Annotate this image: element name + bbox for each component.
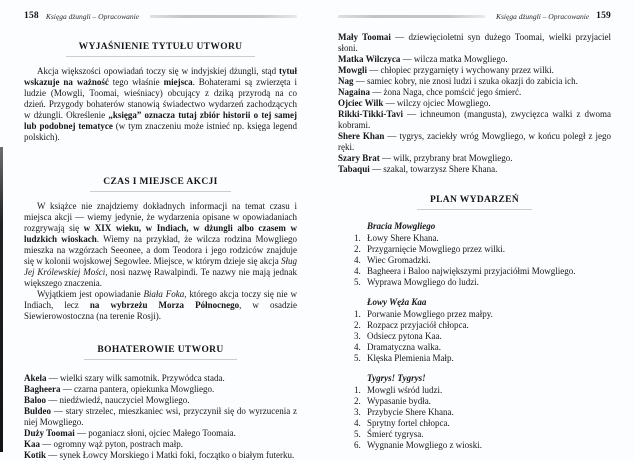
section-heading-text: PLAN WYDARZEŃ bbox=[417, 195, 532, 210]
section-heading-title-explanation bbox=[24, 36, 297, 57]
character-desc: — wielki szary wilk samotnik. Przywódca stada. bbox=[46, 373, 225, 383]
plan-item bbox=[354, 331, 611, 342]
section-heading-event-plan bbox=[338, 189, 611, 210]
page-left-header bbox=[24, 10, 297, 22]
character-desc: — stary strzelec, mieszkaniec wsi, przyczynił się do wyrzucenia z niej Mowgliego. bbox=[24, 406, 297, 427]
plan-item-text: Bagheera i Baloo największymi przyjaciółmi Mowgliego. bbox=[367, 266, 576, 276]
plan-item-number: 4. bbox=[354, 342, 361, 352]
plan-item-number: 4. bbox=[354, 418, 361, 428]
character-name: Szary Brat bbox=[338, 153, 380, 163]
running-title-left: Księga dżungli – Opracowanie bbox=[45, 11, 139, 21]
character-entry bbox=[338, 98, 611, 109]
character-desc: — poganiacz słoni, ojciec Małego Toomaia. bbox=[74, 428, 236, 438]
page-right bbox=[338, 10, 611, 451]
plan-item-number: 3. bbox=[354, 331, 361, 341]
character-name: Kaa bbox=[24, 439, 41, 449]
plan-item-text: Przybycie Shere Khana. bbox=[367, 407, 454, 417]
plan-item-text: Wygnanie Mowgliego z wioski. bbox=[367, 440, 482, 450]
plan-item-text: Śmierć tygrysa. bbox=[367, 429, 424, 439]
character-entry bbox=[24, 439, 297, 450]
plan-item-text: Porwanie Mowgliego przez małpy. bbox=[367, 309, 493, 319]
character-name: Ojciec Wilk bbox=[338, 98, 384, 108]
character-entry bbox=[24, 428, 297, 439]
character-desc: — samiec kobry, nie znosi ludzi i szuka okazji do zabicia ich. bbox=[353, 76, 578, 86]
plan-item bbox=[354, 396, 611, 407]
character-entry bbox=[338, 131, 611, 153]
page-right-header bbox=[338, 10, 611, 22]
section-heading-text: BOHATEROWIE UTWORU bbox=[84, 345, 236, 360]
plan-item bbox=[354, 309, 611, 320]
character-name: Matka Wilczyca bbox=[338, 54, 401, 64]
plan-item bbox=[354, 407, 611, 418]
section-heading-characters bbox=[24, 339, 297, 360]
plan-item bbox=[354, 320, 611, 331]
page-number-left: 158 bbox=[24, 11, 39, 21]
plan-item-text: Wypasanie bydła. bbox=[367, 396, 431, 406]
plan-item-text: Odsiecz pytona Kaa. bbox=[367, 331, 442, 341]
plan-item-text: Wyprawa Mowgliego do ludzi. bbox=[367, 277, 479, 287]
character-desc: — wilcza matka Mowgliego. bbox=[400, 54, 508, 64]
plan-item-number: 4. bbox=[354, 266, 361, 276]
character-name: Duży Toomai bbox=[24, 428, 75, 438]
plan-item-number: 1. bbox=[354, 309, 361, 319]
plan-subsection-bracia-mowgliego bbox=[338, 221, 611, 288]
character-desc: — ichneumon (mangusta), zwycięzca walki z dwoma kobrami. bbox=[338, 109, 611, 130]
plan-item bbox=[354, 255, 611, 266]
character-entry bbox=[24, 384, 297, 395]
character-name: Nagaina bbox=[338, 87, 371, 97]
plan-subsection-lowy-weza-kaa bbox=[338, 297, 611, 364]
character-desc: — dziewięcioletni syn dużego Toomai, wielki przyjaciel słoni. bbox=[338, 32, 611, 53]
page-left bbox=[24, 10, 297, 461]
character-entry bbox=[24, 395, 297, 406]
plan-item bbox=[354, 429, 611, 440]
paragraph-time-place-2: Wyjątkiem jest opowiadanie Biała Foka, którego akcja toczy się nie w Indiach, lecz na wybrzeżu Morza Północnego, w osadzie Siewierowostoczna (na terenie Rosji). bbox=[24, 289, 297, 321]
plan-item-number: 1. bbox=[354, 233, 361, 243]
plan-item-text: Klęska Plemienia Małp. bbox=[367, 353, 454, 363]
paragraph-time-place-1: W książce nie znajdziemy dokładnych informacji na temat czasu i miejsca akcji — wiemy jedynie, że wydarzenia opisane w opowiadaniach rozgrywają się w XIX wieku, w Indiach, w dżungli albo czasem w ludzkich wioskach. Wiemy na przykład, że wilcza rodzina Mowgliego mieszka na wzgórzach Seeonee, a dom Teodora i jego rodziców znajduje się w kolonii wojskowej Segowlee. Miejsce, w którym dzieje się akcja Sług Jej Królewskiej Mości, nosi nazwę Rawalpindi. Te nazwy nie mają jednak większego znaczenia. bbox=[24, 201, 297, 288]
plan-item-number: 6. bbox=[354, 440, 361, 450]
character-name: Baloo bbox=[24, 395, 47, 405]
character-desc: — ogromny wąż pyton, postrach małp. bbox=[40, 439, 183, 449]
character-entry bbox=[338, 153, 611, 164]
character-entry bbox=[338, 87, 611, 98]
plan-item bbox=[354, 440, 611, 451]
character-name: Buldeo bbox=[24, 406, 52, 416]
plan-item-number: 2. bbox=[354, 320, 361, 330]
plan-subsection-title: Tygrys! Tygrys! bbox=[367, 373, 426, 383]
plan-item-number: 5. bbox=[354, 429, 361, 439]
plan-subsection-title: Łowy Węża Kaa bbox=[367, 297, 427, 307]
plan-item-number: 2. bbox=[354, 244, 361, 254]
character-entry bbox=[338, 32, 611, 54]
plan-item-number: 1. bbox=[354, 385, 361, 395]
character-name: Bagheera bbox=[24, 384, 61, 394]
paragraph-title-explanation: Akcja większości opowiadań toczy się w indyjskiej dżungli, stąd tytuł wskazuje na ważność tego właśnie miejsca. Bohaterami są zwierzęta i ludzie (Mowgli, Toomai, wieśniacy) obcujący z dziką przyrodą na co dzień. Przygody bohaterów stanowią świadectwo wydarzeń zachodzących w dżungli. Określenie „księga” oznacza tutaj zbiór historii o tej samej lub podobnej tematyce (w tym znaczeniu może istnieć np. księga legend polskich). bbox=[24, 66, 298, 142]
plan-item-text: Sprytny fortel chłopca. bbox=[367, 418, 450, 428]
plan-subsection-title: Bracia Mowgliego bbox=[367, 221, 436, 231]
character-entry bbox=[338, 76, 611, 87]
character-entry bbox=[338, 164, 611, 175]
character-desc: — wilczy ojciec Mowgliego. bbox=[383, 98, 491, 108]
header-rule-left bbox=[150, 15, 297, 18]
plan-item-text: Mowgli wśród ludzi. bbox=[367, 385, 443, 395]
character-desc: — niedźwiedź, nauczyciel Mowgliego. bbox=[46, 395, 190, 405]
plan-item bbox=[354, 266, 611, 277]
plan-item-number: 5. bbox=[354, 277, 361, 287]
section-heading-text: WYJAŚNIENIE TYTUŁU UTWORU bbox=[66, 42, 256, 57]
character-name: Tabaqui bbox=[338, 164, 370, 174]
plan-item-number: 3. bbox=[354, 407, 361, 417]
character-desc: — czarna pantera, opiekunka Mowgliego. bbox=[60, 384, 215, 394]
character-name: Shere Khan bbox=[338, 131, 385, 141]
plan-item bbox=[354, 342, 611, 353]
character-desc: — szakal, towarzysz Shere Khana. bbox=[369, 164, 498, 174]
character-name: Nag bbox=[338, 76, 354, 86]
page-number-right: 159 bbox=[596, 11, 611, 21]
plan-subsection-tygrys-tygrys bbox=[338, 373, 611, 451]
running-title-right: Księga dżungli – Opracowanie bbox=[496, 11, 590, 21]
plan-item-text: Przygarnięcie Mowgliego przez wilki. bbox=[367, 244, 505, 254]
plan-item-number: 5. bbox=[354, 353, 361, 363]
character-entry bbox=[24, 373, 297, 384]
plan-item-text: Wiec Gromadzki. bbox=[367, 255, 431, 265]
plan-item bbox=[354, 244, 611, 255]
plan-item bbox=[354, 353, 611, 364]
character-name: Kotik bbox=[24, 450, 47, 460]
plan-item-text: Dramatyczna walka. bbox=[367, 342, 441, 352]
plan-item-number: 2. bbox=[354, 396, 361, 406]
plan-item bbox=[354, 233, 611, 244]
character-name: Akela bbox=[24, 373, 47, 383]
character-name: Mały Toomai bbox=[338, 32, 391, 42]
character-list-right bbox=[338, 32, 611, 175]
plan-item-number: 4. bbox=[354, 255, 361, 265]
scan-edge-artifact bbox=[0, 147, 3, 452]
character-entry bbox=[24, 406, 297, 428]
character-name: Rikki-Tikki-Tavi bbox=[338, 109, 404, 119]
character-desc: — żona Naga, chce pomścić jego śmierć. bbox=[370, 87, 522, 97]
section-heading-text: CZAS I MIEJSCE AKCJI bbox=[90, 177, 230, 192]
plan-item-text: Łowy Shere Khana. bbox=[367, 233, 439, 243]
character-entry bbox=[338, 109, 611, 131]
character-desc: — chłopiec przygarnięty i wychowany przez wilki. bbox=[367, 65, 554, 75]
plan-item bbox=[354, 385, 611, 396]
header-rule-right bbox=[338, 15, 485, 18]
character-desc: — tygrys, zaciekły wróg Mowgliego, w końcu poległ z jego ręki. bbox=[338, 131, 612, 152]
plan-item-text: Rozpacz przyjaciół chłopca. bbox=[367, 320, 469, 330]
character-list-left bbox=[24, 373, 297, 461]
character-desc: — wilk, przybrany brat Mowgliego. bbox=[379, 153, 513, 163]
character-name: Mowgli bbox=[338, 65, 367, 75]
character-entry bbox=[338, 65, 611, 76]
character-entry bbox=[338, 54, 611, 65]
plan-item bbox=[354, 418, 611, 429]
plan-item bbox=[354, 277, 611, 288]
section-heading-time-place bbox=[24, 171, 297, 192]
character-desc: — synek Łowcy Morskiego i Matki foki, foczątko o białym futerku. bbox=[46, 450, 295, 460]
